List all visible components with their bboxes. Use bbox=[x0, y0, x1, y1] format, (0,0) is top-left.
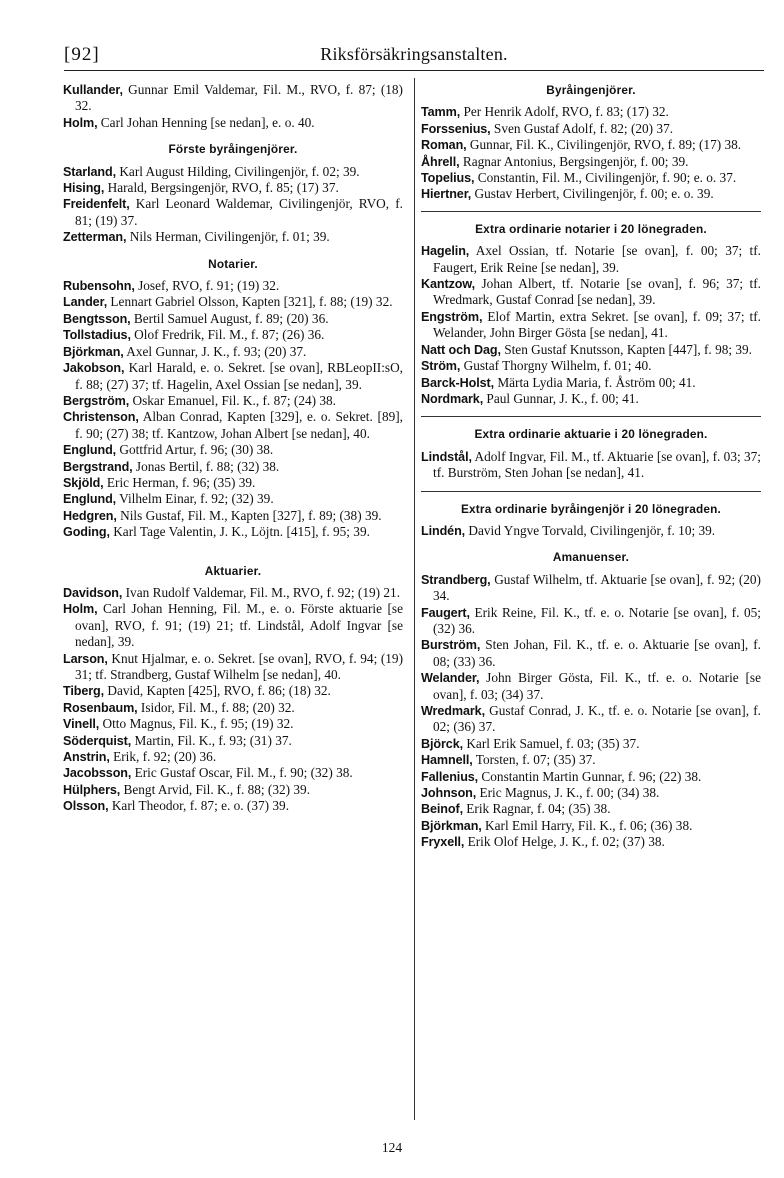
directory-entry bbox=[63, 491, 403, 507]
entry-details: Erik Ragnar, f. 04; (35) 38. bbox=[462, 801, 611, 817]
entry-surname: Roman, bbox=[421, 138, 467, 153]
directory-entry bbox=[421, 276, 761, 309]
entry-details: Sten Johan, Fil. K., tf. e. o. Aktuarie [se ovan], f. 08; (33) 36. bbox=[433, 637, 761, 669]
entry-details: Harald, Bergsingenjör, RVO, f. 85; (17) 37. bbox=[104, 180, 339, 196]
directory-entry bbox=[63, 508, 403, 524]
entry-details: Paul Gunnar, J. K., f. 00; 41. bbox=[483, 390, 639, 406]
directory-entry bbox=[421, 391, 761, 407]
entry-surname: Zetterman, bbox=[63, 230, 127, 245]
entry-surname: Hagelin, bbox=[421, 244, 470, 259]
entry-details: Otto Magnus, Fil. K., f. 95; (19) 32. bbox=[99, 716, 294, 732]
header-rule bbox=[64, 70, 764, 71]
entry-surname: Natt och Dag, bbox=[421, 342, 501, 357]
directory-entry bbox=[63, 164, 403, 180]
entry-surname: Davidson, bbox=[63, 585, 123, 600]
page-header bbox=[64, 40, 764, 70]
directory-entry bbox=[63, 360, 403, 393]
directory-entry bbox=[63, 798, 403, 814]
directory-entry bbox=[63, 782, 403, 798]
entry-details: Märta Lydia Maria, f. Åström 00; 41. bbox=[494, 374, 696, 390]
entry-surname: Hamnell, bbox=[421, 753, 473, 768]
directory-entry bbox=[421, 170, 761, 186]
entry-details: Eric Herman, f. 96; (35) 39. bbox=[103, 474, 256, 490]
entry-surname: Holm, bbox=[63, 115, 98, 130]
entry-details: Gottfrid Artur, f. 96; (30) 38. bbox=[116, 442, 274, 458]
entry-surname: Fryxell, bbox=[421, 835, 465, 850]
entry-details: Martin, Fil. K., f. 93; (31) 37. bbox=[131, 732, 292, 748]
running-title: Riksförsäkringsanstalten. bbox=[320, 44, 508, 64]
entry-details: Karl Theodor, f. 87; e. o. (37) 39. bbox=[108, 798, 290, 814]
entry-details: Per Henrik Adolf, RVO, f. 83; (17) 32. bbox=[460, 104, 669, 120]
entry-surname: Bergstrand, bbox=[63, 459, 133, 474]
entry-surname: Björkman, bbox=[421, 818, 482, 833]
entry-surname: Björck, bbox=[421, 736, 463, 751]
entry-surname: Kullander, bbox=[63, 83, 123, 97]
entry-surname: Lindstål, bbox=[421, 449, 472, 464]
entry-surname: Barck-Holst, bbox=[421, 375, 494, 390]
entry-surname: Lindén, bbox=[421, 523, 466, 538]
entry-surname: Tiberg, bbox=[63, 684, 105, 699]
entry-surname: Skjöld, bbox=[63, 475, 104, 490]
entry-details: Nils Herman, Civilingenjör, f. 01; 39. bbox=[126, 229, 330, 245]
entry-surname: Jakobson, bbox=[63, 361, 125, 376]
entry-surname: Rosenbaum, bbox=[63, 700, 138, 715]
entry-details: Eric Gustaf Oscar, Fil. M., f. 90; (32) 38. bbox=[131, 765, 353, 781]
directory-entry bbox=[63, 601, 403, 650]
entry-details: John Birger Gösta, Fil. K., tf. e. o. Notarie [se ovan], f. 03; (34) 37. bbox=[433, 670, 761, 702]
entry-surname: Björkman, bbox=[63, 344, 124, 359]
entry-details: Constantin, Fil. M., Civilingenjör, f. 90; e. o. 37. bbox=[474, 170, 737, 186]
section-heading: Byråingenjörer. bbox=[546, 83, 636, 97]
entry-surname: Englund, bbox=[63, 443, 117, 458]
entry-details: Elof Martin, extra Sekret. [se ovan], f. 09; 37; tf. Welander, John Birger Gösta [se nedan], 41. bbox=[433, 308, 761, 341]
entry-details: Ivan Rudolf Valdemar, Fil. M., RVO, f. 92; (19) 21. bbox=[122, 584, 401, 600]
directory-entry bbox=[421, 375, 761, 391]
directory-entry bbox=[63, 294, 403, 310]
directory-entry bbox=[63, 459, 403, 475]
entry-details: Gustaf Conrad, J. K., tf. e. o. Notarie [se ovan], f. 02; (36) 37. bbox=[433, 703, 761, 735]
directory-entry bbox=[63, 716, 403, 732]
directory-entry bbox=[63, 393, 403, 409]
entry-surname: Hiertner, bbox=[421, 187, 472, 202]
entry-details: Isidor, Fil. M., f. 88; (20) 32. bbox=[137, 699, 295, 715]
entry-surname: Nordmark, bbox=[421, 391, 484, 406]
entry-details: Erik, f. 92; (20) 36. bbox=[109, 749, 217, 765]
entry-details: Karl Harald, e. o. Sekret. [se ovan], RBLeopII:sO, f. 88; (27) 37; tf. Hagelin, Axel Ossian [se nedan], 39. bbox=[75, 360, 403, 392]
entry-surname: Vinell, bbox=[63, 717, 100, 732]
section-heading: Amanuenser. bbox=[552, 550, 630, 565]
entry-surname: Hedgren, bbox=[63, 508, 117, 523]
section-heading: Extra ordinarie aktuarie i 20 lönegraden. bbox=[421, 416, 761, 442]
entry-surname: Bergström, bbox=[63, 393, 130, 408]
directory-entry bbox=[421, 358, 761, 374]
entry-details: Bertil Samuel August, f. 89; (20) 36. bbox=[130, 310, 329, 326]
directory-entry bbox=[421, 736, 761, 752]
directory-entry bbox=[63, 196, 403, 229]
directory-entry bbox=[421, 154, 761, 170]
entry-surname: Olsson, bbox=[63, 799, 109, 814]
directory-entry bbox=[63, 311, 403, 327]
entry-details: Gustav Herbert, Civilingenjör, f. 00; e. o. 39. bbox=[471, 186, 714, 202]
directory-entry bbox=[63, 475, 403, 491]
entry-surname: Burström, bbox=[421, 638, 481, 653]
directory-entry bbox=[421, 818, 761, 834]
entry-details: Josef, RVO, f. 91; (19) 32. bbox=[134, 278, 280, 294]
directory-entry bbox=[63, 229, 403, 245]
directory-entry bbox=[63, 700, 403, 716]
entry-surname: Goding, bbox=[63, 525, 110, 540]
entry-surname: Christenson, bbox=[63, 410, 139, 425]
entry-details: Karl Leonard Waldemar, Civilingenjör, RVO, f. 81; (19) 37. bbox=[75, 196, 403, 228]
directory-entry bbox=[421, 137, 761, 153]
entry-details: Carl Johan Henning, Fil. M., e. o. Förste aktuarie [se ovan], RVO, f. 91; (19) 21; tf. Lindstål, Adolf Ingvar [se nedan], 39. bbox=[75, 601, 403, 650]
directory-entry bbox=[421, 637, 761, 670]
entry-details: Karl Erik Samuel, f. 03; (35) 37. bbox=[463, 735, 640, 751]
entry-surname: Söderquist, bbox=[63, 733, 132, 748]
directory-entry bbox=[63, 683, 403, 699]
entry-details: Adolf Ingvar, Fil. M., tf. Aktuarie [se ovan], f. 03; 37; tf. Burström, Sten Johan [se nedan], 41. bbox=[433, 448, 761, 481]
entry-details: Bengt Arvid, Fil. K., f. 88; (32) 39. bbox=[120, 781, 311, 797]
entry-surname: Freidenfelt, bbox=[63, 197, 130, 212]
directory-entry bbox=[421, 342, 761, 358]
entry-details: Erik Reine, Fil. K., tf. e. o. Notarie [se ovan], f. 05; (32) 36. bbox=[433, 604, 761, 636]
directory-entry bbox=[421, 186, 761, 202]
left-column bbox=[63, 82, 403, 815]
entry-surname: Wredmark, bbox=[421, 704, 485, 718]
entry-details: Nils Gustaf, Fil. M., Kapten [327], f. 89; (38) 39. bbox=[116, 507, 382, 523]
directory-entry bbox=[63, 344, 403, 360]
entry-surname: Åhrell, bbox=[421, 154, 460, 169]
directory-entry bbox=[63, 180, 403, 196]
directory-entry bbox=[63, 442, 403, 458]
directory-entry bbox=[63, 327, 403, 343]
entry-details: Jonas Bertil, f. 88; (32) 38. bbox=[132, 458, 280, 474]
entry-surname: Engström, bbox=[421, 309, 483, 324]
section-heading: Aktuarier. bbox=[204, 563, 262, 578]
directory-entry bbox=[63, 733, 403, 749]
right-column bbox=[421, 82, 761, 851]
bracketed-page-number: [92] bbox=[64, 44, 100, 65]
section-heading: Notarier. bbox=[208, 256, 258, 271]
entry-surname: Tamm, bbox=[421, 105, 461, 120]
page-number: 124 bbox=[381, 1140, 403, 1155]
directory-entry bbox=[63, 409, 403, 442]
entry-details: Gustaf Wilhelm, tf. Aktuarie [se ovan], f. 92; (20) 34. bbox=[433, 571, 761, 604]
directory-entry bbox=[421, 523, 761, 539]
entry-surname: Anstrin, bbox=[63, 750, 110, 765]
entry-details: Gunnar Emil Valdemar, Fil. M., RVO, f. 87; (18) 32. bbox=[75, 82, 403, 114]
directory-entry bbox=[421, 449, 761, 482]
entry-details: Karl August Hilding, Civilingenjör, f. 02; 39. bbox=[116, 163, 360, 179]
entry-details: David Yngve Torvald, Civilingenjör, f. 10; 39. bbox=[465, 522, 716, 538]
entry-details: Johan Albert, tf. Notarie [se ovan], f. 96; 37; tf. Wredmark, Gustaf Conrad [se nedan], 39. bbox=[433, 276, 761, 308]
directory-entry bbox=[421, 703, 761, 736]
entry-surname: Fallenius, bbox=[421, 769, 479, 784]
directory-entry bbox=[63, 82, 403, 115]
directory-entry bbox=[63, 524, 403, 540]
directory-entry bbox=[421, 572, 761, 605]
entry-details: Axel Ossian, tf. Notarie [se ovan], f. 00; 37; tf. Faugert, Erik Reine [se nedan], 39. bbox=[433, 243, 761, 275]
entry-surname: Strandberg, bbox=[421, 572, 491, 587]
section-heading: Extra ordinarie byråingenjör i 20 lönegraden. bbox=[421, 491, 761, 517]
section-heading: Förste byråingenjörer. bbox=[168, 142, 298, 157]
entry-surname: Johnson, bbox=[421, 786, 477, 801]
column-divider bbox=[414, 78, 415, 1120]
entry-details: Eric Magnus, J. K., f. 00; (34) 38. bbox=[476, 785, 660, 801]
directory-entry bbox=[421, 605, 761, 638]
entry-surname: Englund, bbox=[63, 492, 117, 507]
directory-entry bbox=[421, 670, 761, 703]
directory-entry bbox=[63, 651, 403, 684]
entry-surname: Tollstadius, bbox=[63, 328, 131, 343]
directory-entry bbox=[421, 309, 761, 342]
directory-entry bbox=[421, 752, 761, 768]
section-heading: Extra ordinarie notarier i 20 lönegraden. bbox=[421, 211, 761, 237]
entry-details: Sven Gustaf Adolf, f. 82; (20) 37. bbox=[490, 120, 674, 136]
directory-entry bbox=[63, 765, 403, 781]
directory-entry bbox=[421, 769, 761, 785]
entry-surname: Starland, bbox=[63, 164, 116, 179]
entry-details: Vilhelm Einar, f. 92; (32) 39. bbox=[116, 491, 274, 507]
directory-entry bbox=[63, 278, 403, 294]
entry-details: Knut Hjalmar, e. o. Sekret. [se ovan], RVO, f. 94; (19) 31; tf. Strandberg, Gustaf Wilhelm [se nedan], 40. bbox=[75, 650, 403, 682]
entry-details: Oskar Emanuel, Fil. K., f. 87; (24) 38. bbox=[129, 392, 336, 408]
entry-surname: Holm, bbox=[63, 602, 98, 617]
entry-surname: Hising, bbox=[63, 181, 105, 196]
entry-details: Erik Olof Helge, J. K., f. 02; (37) 38. bbox=[464, 834, 665, 850]
directory-entry bbox=[421, 121, 761, 137]
entry-details: Karl Emil Harry, Fil. K., f. 06; (36) 38. bbox=[481, 817, 693, 833]
entry-details: Olof Fredrik, Fil. M., f. 87; (26) 36. bbox=[130, 327, 325, 343]
entry-surname: Hülphers, bbox=[63, 782, 121, 797]
entry-details: Sten Gustaf Knutsson, Kapten [447], f. 98; 39. bbox=[500, 341, 753, 357]
directory-entry bbox=[421, 243, 761, 276]
entry-surname: Topelius, bbox=[421, 171, 475, 186]
entry-details: Alban Conrad, Kapten [329], e. o. Sekret. [89], f. 90; (27) 38; tf. Kantzow, Johan Albert [se nedan], 40. bbox=[75, 409, 403, 441]
directory-entry bbox=[421, 801, 761, 817]
directory-entry bbox=[421, 785, 761, 801]
entry-details: Torsten, f. 07; (35) 37. bbox=[472, 752, 596, 768]
entry-details: Karl Tage Valentin, J. K., Löjtn. [415], f. 95; 39. bbox=[109, 524, 370, 540]
directory-entry bbox=[63, 585, 403, 601]
entry-surname: Forssenius, bbox=[421, 121, 491, 136]
entry-surname: Lander, bbox=[63, 295, 108, 310]
entry-surname: Larson, bbox=[63, 651, 108, 666]
entry-surname: Kantzow, bbox=[421, 277, 476, 292]
entry-details: David, Kapten [425], RVO, f. 86; (18) 32. bbox=[104, 683, 331, 699]
directory-entry bbox=[421, 104, 761, 120]
entry-surname: Beinof, bbox=[421, 802, 463, 817]
directory-entry bbox=[63, 115, 403, 131]
entry-details: Ragnar Antonius, Bergsingenjör, f. 00; 39. bbox=[459, 153, 689, 169]
entry-details: Gustaf Thorgny Wilhelm, f. 01; 40. bbox=[460, 358, 652, 374]
entry-surname: Ström, bbox=[421, 359, 461, 374]
entry-details: Gunnar, Fil. K., Civilingenjör, RVO, f. 89; (17) 38. bbox=[466, 137, 742, 153]
entry-surname: Rubensohn, bbox=[63, 279, 135, 294]
entry-details: Constantin Martin Gunnar, f. 96; (22) 38. bbox=[478, 768, 702, 784]
entry-surname: Faugert, bbox=[421, 605, 470, 620]
entry-details: Lennart Gabriel Olsson, Kapten [321], f. 88; (19) 32. bbox=[107, 294, 393, 310]
entry-surname: Bengtsson, bbox=[63, 311, 131, 326]
entry-details: Carl Johan Henning [se nedan], e. o. 40. bbox=[97, 114, 315, 130]
entry-surname: Welander, bbox=[421, 671, 480, 686]
entry-details: Axel Gunnar, J. K., f. 93; (20) 37. bbox=[123, 343, 307, 359]
entry-surname: Jacobsson, bbox=[63, 766, 132, 781]
directory-entry bbox=[421, 834, 761, 850]
directory-entry bbox=[63, 749, 403, 765]
